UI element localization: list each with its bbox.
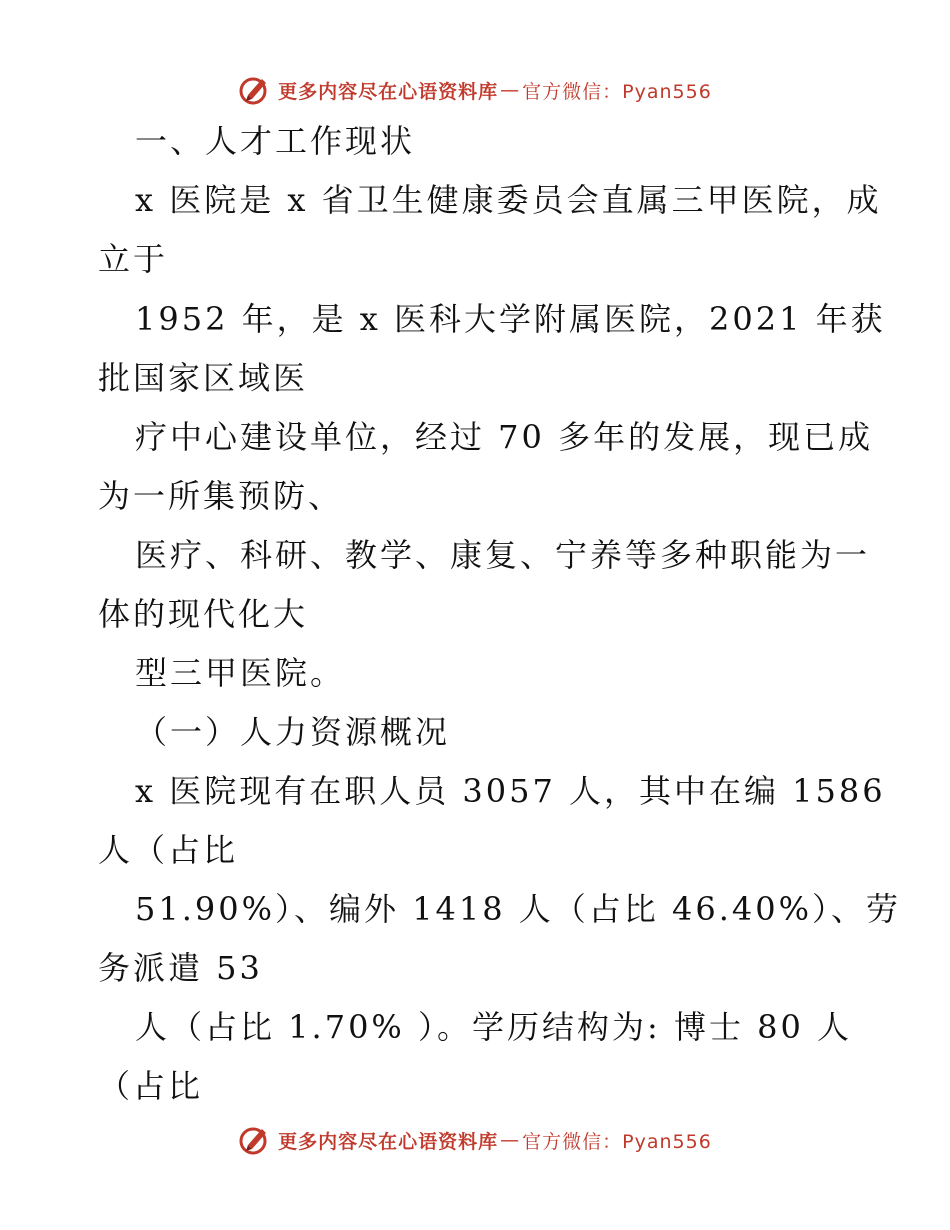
body-line: 型三甲医院。 [135, 654, 346, 692]
footer-watermark-banner [0, 1120, 950, 1160]
banner-wechat-text: 官方微信：Pyan556 [522, 1130, 712, 1153]
banner-separator: — [500, 1129, 521, 1151]
body-line: 1952 年，是 x 医科大学附属医院，2021 年获 [135, 300, 886, 338]
banner-brand-text: 更多内容尽在心语资料库 [278, 1130, 499, 1153]
body-line: 人（占比 [98, 831, 239, 869]
body-line: 立于 [98, 240, 169, 278]
body-line: 人（占比 1.70% ）。学历结构为: 博士 80 人 [135, 1008, 853, 1046]
body-line: 务派遣 53 [98, 949, 263, 987]
body-line: 医疗、科研、教学、康复、宁养等多种职能为一 [135, 536, 871, 574]
body-line: x 医院现有在职人员 3057 人，其中在编 1586 [135, 772, 886, 810]
body-line: 批国家区域医 [98, 359, 309, 397]
body-line: 体的现代化大 [98, 595, 309, 633]
pen-nib-icon [238, 73, 272, 107]
body-line: 疗中心建设单位，经过 70 多年的发展，现已成 [135, 418, 874, 456]
banner-wechat-text: 官方微信：Pyan556 [522, 80, 712, 103]
pen-nib-icon [238, 1123, 272, 1157]
banner-separator: — [500, 79, 521, 101]
body-line: x 医院是 x 省卫生健康委员会直属三甲医院，成 [135, 181, 882, 219]
section-heading: 一、人才工作现状 [135, 122, 416, 160]
body-line: 51.90%）、编外 1418 人（占比 46.40%）、劳 [135, 890, 901, 928]
body-line: 为一所集预防、 [98, 477, 344, 515]
banner-brand-text: 更多内容尽在心语资料库 [278, 80, 499, 103]
body-line: （占比 [98, 1067, 204, 1105]
subsection-heading: （一）人力资源概况 [135, 713, 451, 751]
header-watermark-banner [0, 70, 950, 110]
